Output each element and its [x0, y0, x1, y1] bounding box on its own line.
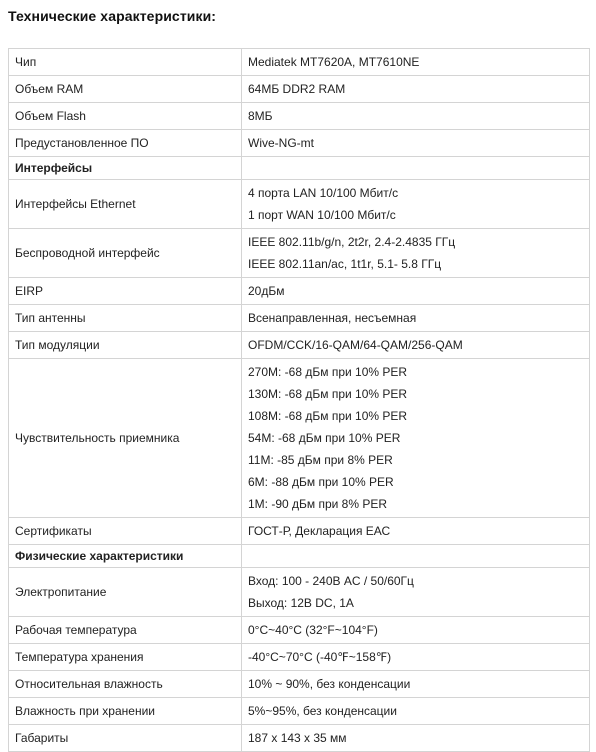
spec-value-cell [242, 180, 590, 229]
spec-value-cell [242, 359, 590, 518]
spec-label: Влажность при хранении [9, 698, 242, 725]
spec-value: Mediatek MT7620A, MT7610NE [248, 55, 420, 69]
spec-value-cell [242, 725, 590, 752]
spec-value-cell [242, 671, 590, 698]
spec-value: 108M: -68 дБм при 10% PER [248, 409, 408, 423]
spec-row [9, 278, 590, 305]
spec-value: IEEE 802.11b/g/n, 2t2r, 2.4-2.4835 ГГц [248, 235, 456, 249]
spec-label: Тип модуляции [9, 332, 242, 359]
spec-row [9, 130, 590, 157]
spec-value-cell [242, 332, 590, 359]
spec-value-cell [242, 698, 590, 725]
section-header-empty-cell [242, 157, 590, 180]
spec-value: 0°C~40°C (32°F~104°F) [248, 623, 378, 637]
spec-value: -40°C~70°C (-40℉~158℉) [248, 650, 392, 664]
spec-label: Объем RAM [9, 76, 242, 103]
page-title: Технические характеристики: [8, 8, 217, 24]
spec-label: Чувствительность приемника [9, 359, 242, 518]
spec-value: 10% ~ 90%, без конденсации [248, 677, 411, 691]
spec-label: Объем Flash [9, 103, 242, 130]
spec-value: 54M: -68 дБм при 10% PER [248, 431, 401, 445]
specs-table [8, 48, 590, 752]
spec-row [9, 671, 590, 698]
spec-value: 64МБ DDR2 RAM [248, 82, 346, 96]
spec-value: 130M: -68 дБм при 10% PER [248, 387, 408, 401]
spec-value: 6M: -88 дБм при 10% PER [248, 475, 394, 489]
spec-value: 270M: -68 дБм при 10% PER [248, 365, 408, 379]
spec-row [9, 568, 590, 617]
spec-value-cell [242, 617, 590, 644]
spec-value: Wive-NG-mt [248, 136, 314, 150]
spec-label: Предустановленное ПО [9, 130, 242, 157]
spec-row [9, 644, 590, 671]
spec-label: Сертификаты [9, 518, 242, 545]
spec-value: Вход: 100 - 240В AC / 50/60Гц [248, 574, 414, 588]
spec-label: Беспроводной интерфейс [9, 229, 242, 278]
spec-row [9, 229, 590, 278]
spec-label: Электропитание [9, 568, 242, 617]
spec-value: OFDM/CCK/16-QAM/64-QAM/256-QAM [248, 338, 463, 352]
spec-value: IEEE 802.11an/ac, 1t1r, 5.1- 5.8 ГГц [248, 257, 442, 271]
spec-value: 4 порта LAN 10/100 Мбит/с [248, 186, 399, 200]
spec-value-cell [242, 305, 590, 332]
spec-value-cell [242, 518, 590, 545]
spec-value: 8МБ [248, 109, 273, 123]
spec-value-cell [242, 568, 590, 617]
spec-label: EIRP [9, 278, 242, 305]
spec-row [9, 725, 590, 752]
spec-value-cell [242, 49, 590, 76]
spec-row [9, 698, 590, 725]
spec-label: Габариты [9, 725, 242, 752]
spec-value-cell [242, 229, 590, 278]
spec-label: Температура хранения [9, 644, 242, 671]
spec-label: Интерфейсы Ethernet [9, 180, 242, 229]
spec-label: Относительная влажность [9, 671, 242, 698]
spec-row [9, 617, 590, 644]
spec-value: 1 порт WAN 10/100 Мбит/с [248, 208, 396, 222]
spec-value: 20дБм [248, 284, 285, 298]
section-header: Интерфейсы [9, 157, 242, 180]
spec-label: Тип антенны [9, 305, 242, 332]
spec-row [9, 518, 590, 545]
spec-value-cell [242, 278, 590, 305]
spec-value: 187 x 143 x 35 мм [248, 731, 347, 745]
spec-row [9, 332, 590, 359]
section-header-empty-cell [242, 545, 590, 568]
spec-value: Всенаправленная, несъемная [248, 311, 417, 325]
spec-label: Чип [9, 49, 242, 76]
section-header: Физические характеристики [9, 545, 242, 568]
spec-label: Рабочая температура [9, 617, 242, 644]
spec-row [9, 103, 590, 130]
spec-value: 1M: -90 дБм при 8% PER [248, 497, 388, 511]
spec-value-cell [242, 76, 590, 103]
spec-value-cell [242, 103, 590, 130]
spec-value: 11M: -85 дБм при 8% PER [248, 453, 393, 467]
spec-value: 5%~95%, без конденсации [248, 704, 397, 718]
spec-value: Выход: 12В DC, 1А [248, 596, 354, 610]
specs-table-body [9, 49, 590, 752]
spec-value-cell [242, 644, 590, 671]
spec-row [9, 359, 590, 518]
spec-row [9, 76, 590, 103]
spec-row [9, 305, 590, 332]
spec-value-cell [242, 130, 590, 157]
section-header-row [9, 157, 590, 180]
section-header-row [9, 545, 590, 568]
spec-row [9, 180, 590, 229]
spec-value: ГОСТ-Р, Декларация ЕАС [248, 524, 391, 538]
spec-row [9, 49, 590, 76]
